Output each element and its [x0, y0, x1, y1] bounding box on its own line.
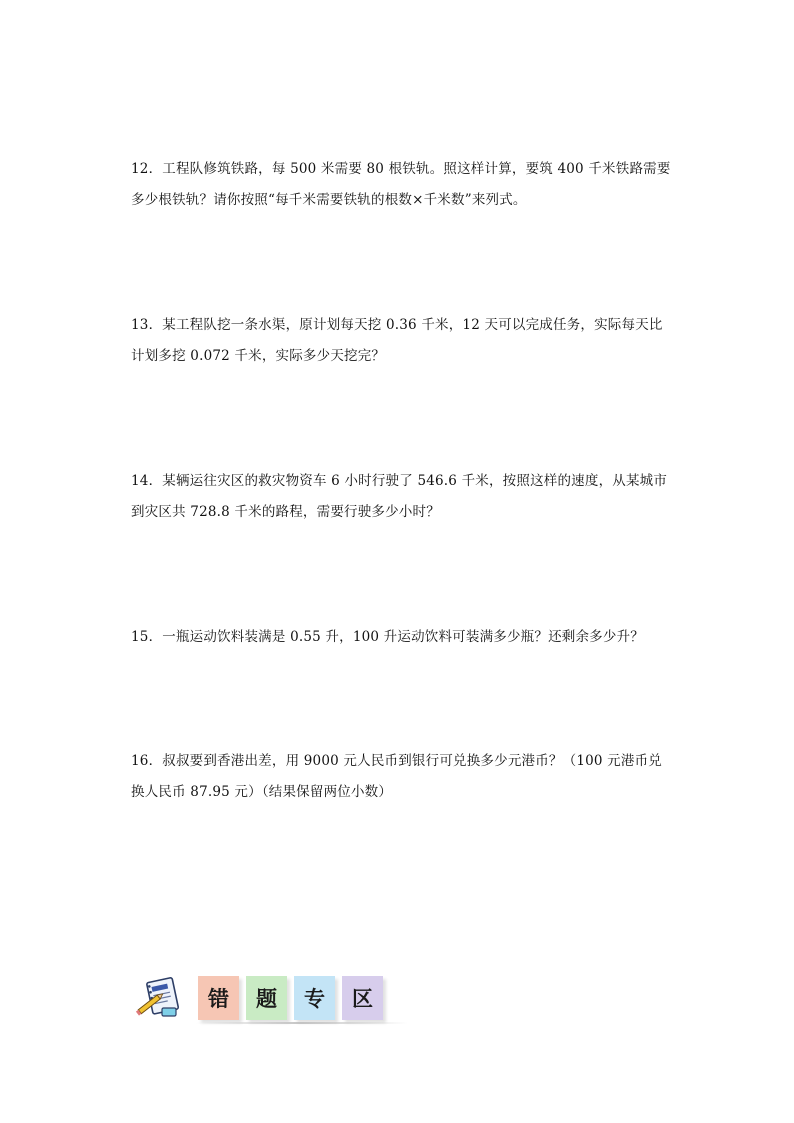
problem-line: 15．一瓶运动饮料装满是 0.55 升，100 升运动饮料可装满多少瓶？还剩余多少升？ — [131, 629, 644, 645]
problem-line: 12．工程队修筑铁路，每 500 米需要 80 根铁轨。照这样计算，要筑 400 千米铁路需要 — [131, 161, 671, 177]
wrong-questions-banner — [134, 974, 434, 1024]
problem-16 — [131, 746, 671, 808]
banner-tile-cuo — [198, 976, 239, 1020]
problem-line: 到灾区共 728.8 千米的路程，需要行驶多少小时？ — [131, 504, 440, 520]
problem-line: 14．某辆运往灾区的救灾物资车 6 小时行驶了 546.6 千米，按照这样的速度，从某城市 — [131, 473, 668, 489]
notebook-pencil-icon — [134, 976, 184, 1022]
banner-tile-char: 区 — [352, 987, 373, 1011]
problem-14 — [131, 466, 671, 528]
problem-line: 13．某工程队挖一条水渠，原计划每天挖 0.36 千米，12 天可以完成任务，实际每天比 — [131, 317, 663, 333]
problem-13 — [131, 310, 671, 372]
problem-line: 换人民币 87.95 元）（结果保留两位小数） — [131, 784, 393, 800]
problem-12 — [131, 154, 671, 216]
banner-tile-ti — [246, 976, 287, 1020]
problem-line: 计划多挖 0.072 千米，实际多少天挖完？ — [131, 348, 386, 364]
banner-tile-zhuan — [294, 976, 335, 1020]
banner-tile-char: 专 — [304, 987, 325, 1011]
problem-line: 16．叔叔要到香港出差，用 9000 元人民币到银行可兑换多少元港币？（100 元港币兑 — [131, 753, 662, 769]
banner-tile-qu — [342, 976, 383, 1020]
problem-15 — [131, 622, 671, 653]
banner-tile-char: 错 — [208, 987, 229, 1011]
banner-tile-char: 题 — [256, 987, 277, 1011]
problem-line: 多少根铁轨？请你按照“每千米需要铁轨的根数×千米数”来列式。 — [131, 192, 527, 208]
banner-underline — [196, 1022, 408, 1024]
